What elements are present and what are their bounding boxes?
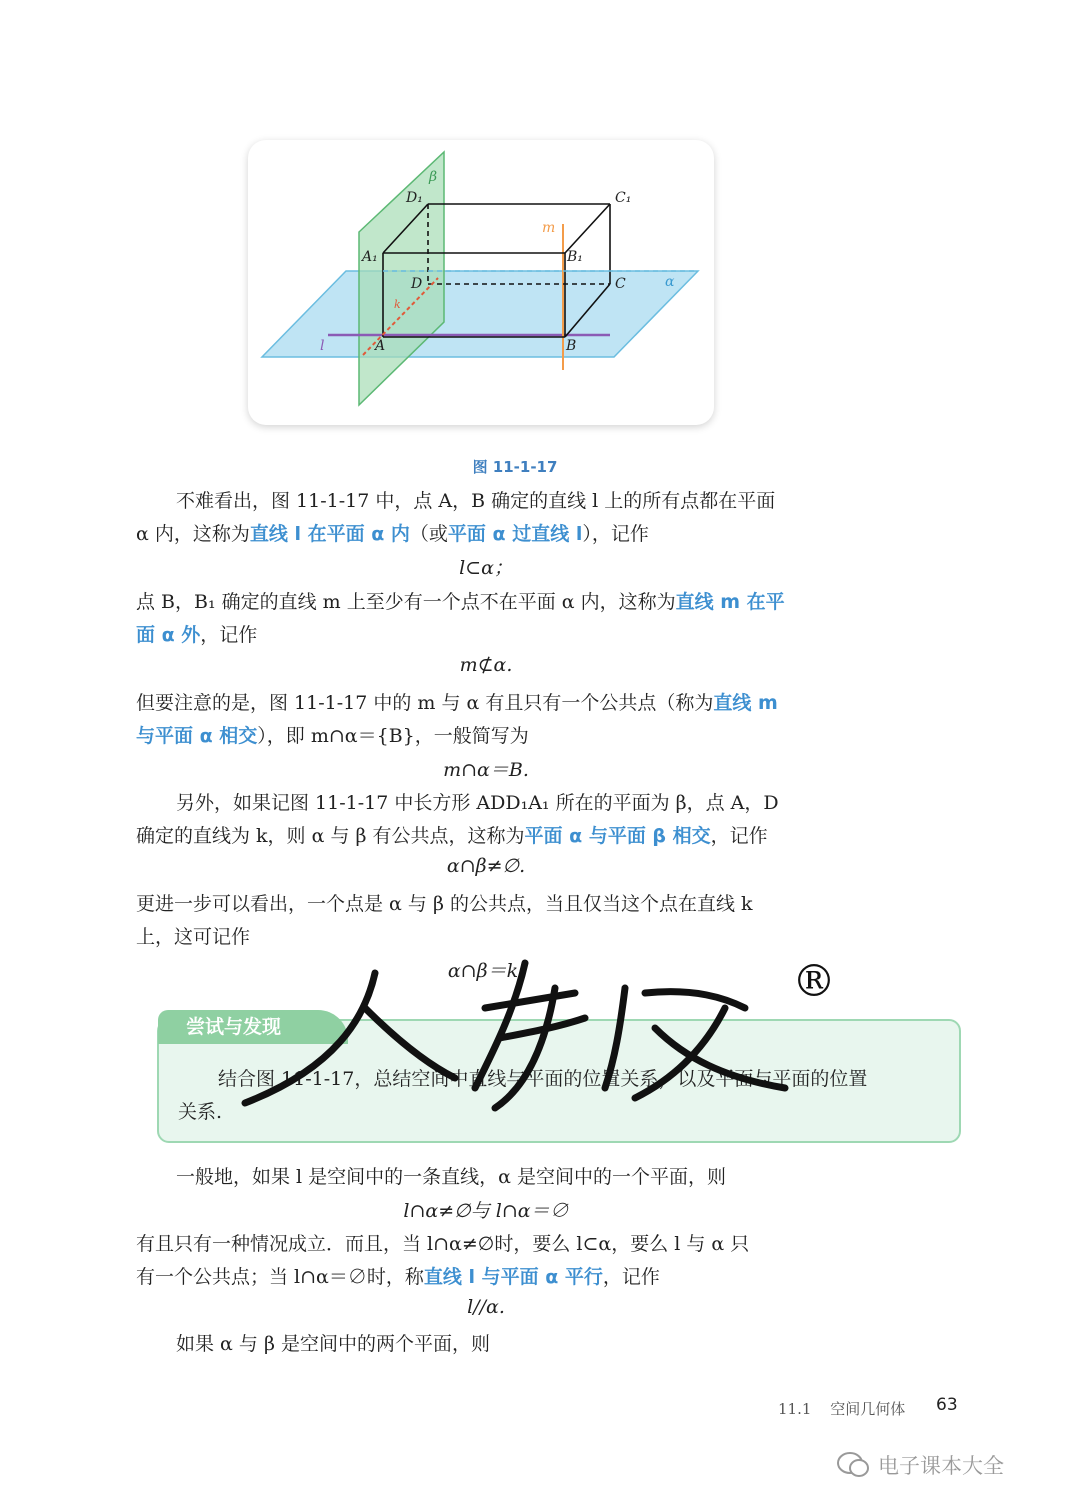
figure-card xyxy=(248,140,714,425)
label-B1: B₁ xyxy=(567,249,583,265)
section-title: 空间几何体 xyxy=(830,1400,906,1418)
p2-line1 xyxy=(136,587,785,614)
geometry-diagram xyxy=(248,140,714,425)
label-A1: A₁ xyxy=(362,249,378,265)
label-m: m xyxy=(542,220,556,236)
label-beta: β xyxy=(429,169,438,185)
formula-6: l∩α≠∅与 l∩α＝∅ xyxy=(403,1200,569,1222)
p4-line1: 另外，如果记图 11-1-17 中长方形 ADD₁A₁ 所在的平面为 β，点 A，D xyxy=(176,792,779,814)
term-planes-intersect: 平面 α 与平面 β 相交 xyxy=(524,825,711,847)
p5-line2: 上，这可记作 xyxy=(136,926,251,948)
term-line-outside-plane-cont: 面 α 外 xyxy=(136,624,201,646)
label-D: D xyxy=(411,276,423,292)
p8-line1: 如果 α 与 β 是空间中的两个平面，则 xyxy=(176,1333,490,1355)
term-line-in-plane: 直线 l 在平面 α 内 xyxy=(249,523,410,545)
label-alpha: α xyxy=(665,274,675,290)
term-line-intersects-plane-cont: 与平面 α 相交 xyxy=(136,725,258,747)
term-line-outside-plane: 直线 m 在平 xyxy=(675,591,785,613)
term-plane-through-line: 平面 α 过直线 l xyxy=(447,523,583,545)
text: 但要注意的是，图 11-1-17 中的 m 与 α 有且只有一个公共点（称为 xyxy=(136,692,714,714)
box-line1: 结合图 11-1-17，总结空间中直线与平面的位置关系，以及平面与平面的位置 xyxy=(218,1068,868,1090)
label-D1: D₁ xyxy=(406,190,423,206)
label-k: k xyxy=(394,298,401,311)
text: （或 xyxy=(409,523,448,545)
label-B: B xyxy=(566,338,577,354)
text: 点 B，B₁ 确定的直线 m 上至少有一个点不在平面 α 内，这称为 xyxy=(136,591,676,613)
text: ，记作 xyxy=(602,1266,660,1288)
label-C1: C₁ xyxy=(615,190,632,206)
term-line-intersects-plane: 直线 m xyxy=(713,692,778,714)
text: ，记作 xyxy=(200,624,258,646)
formula-7: l//α. xyxy=(467,1296,505,1318)
p4-line2 xyxy=(136,821,768,848)
text: ，记作 xyxy=(710,825,768,847)
text: 有一个公共点；当 l∩α＝∅时，称 xyxy=(136,1266,424,1288)
text: 确定的直线为 k，则 α 与 β 有公共点，这称为 xyxy=(136,825,525,847)
formula-5: α∩β＝k. xyxy=(447,960,525,982)
p5-line1: 更进一步可以看出，一个点是 α 与 β 的公共点，当且仅当这个点在直线 k xyxy=(136,893,753,915)
label-A: A xyxy=(375,338,386,354)
account-name: 电子课本大全 xyxy=(878,1454,1004,1478)
formula-3: m∩α＝B. xyxy=(443,759,529,781)
plane-beta xyxy=(359,152,444,405)
plane-alpha xyxy=(262,271,698,357)
p3-line2 xyxy=(136,721,529,748)
page-number: 63 xyxy=(936,1395,958,1415)
chat-icon xyxy=(836,1451,870,1479)
figure-caption: 图 11-1-17 xyxy=(472,458,558,476)
formula-1: l⊂α； xyxy=(459,557,513,579)
label-l: l xyxy=(320,338,325,354)
box-line2: 关系. xyxy=(178,1101,223,1123)
account-badge xyxy=(836,1450,1046,1480)
formula-2: m⊄α. xyxy=(459,654,513,676)
formula-4: α∩β≠∅. xyxy=(446,855,526,877)
term-line-parallel-plane: 直线 l 与平面 α 平行 xyxy=(423,1266,603,1288)
text: ），记作 xyxy=(582,523,649,545)
p2-line2 xyxy=(136,620,257,647)
p3-line1 xyxy=(136,688,778,715)
p1-line1: 不难看出，图 11-1-17 中，点 A，B 确定的直线 l 上的所有点都在平面 xyxy=(176,490,776,512)
p6-line1: 一般地，如果 l 是空间中的一条直线，α 是空间中的一个平面，则 xyxy=(176,1166,727,1188)
p7-line2 xyxy=(136,1262,660,1289)
try-discover-title: 尝试与发现 xyxy=(158,1010,348,1044)
text: ），即 m∩α＝{B}，一般简写为 xyxy=(257,725,529,747)
section-number: 11.1 xyxy=(778,1400,812,1418)
watermark-logo xyxy=(225,948,855,1118)
label-C: C xyxy=(615,276,626,292)
p1-line2 xyxy=(136,519,649,546)
p7-line1: 有且只有一种情况成立．而且，当 l∩α≠∅时，要么 l⊂α，要么 l 与 α 只 xyxy=(136,1233,750,1255)
footer-section xyxy=(778,1398,905,1419)
text: α 内，这称为 xyxy=(136,523,250,545)
registered-mark: ® xyxy=(792,956,836,1007)
